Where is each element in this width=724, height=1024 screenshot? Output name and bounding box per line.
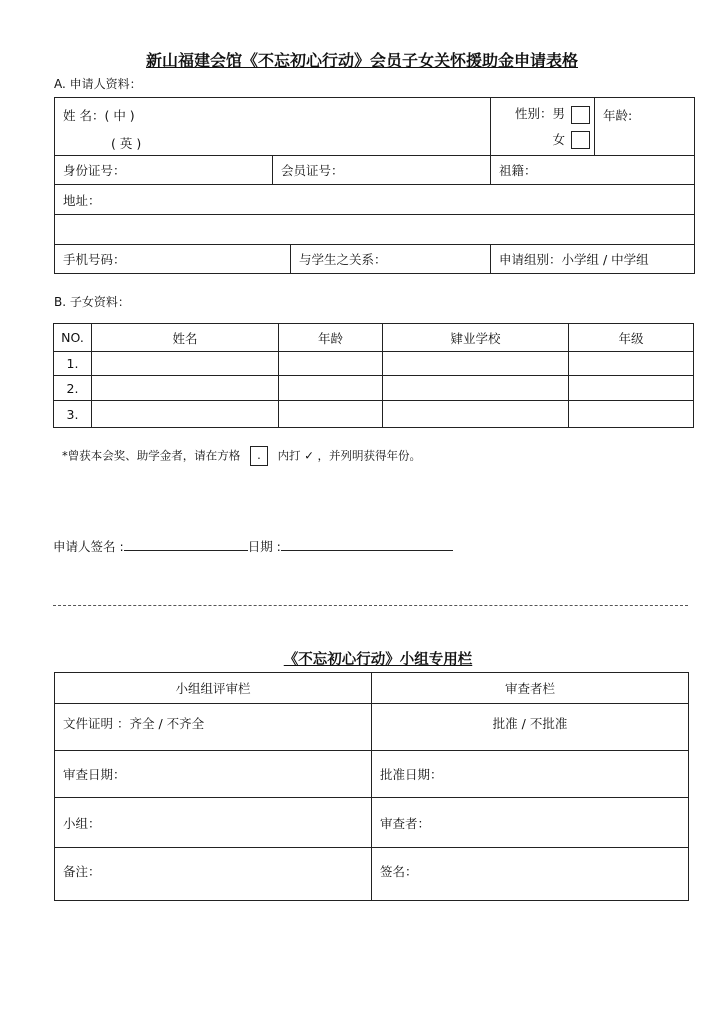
child-grade-cell[interactable] [569,401,694,428]
applicant-signature-field[interactable] [124,538,248,551]
relation-label: 与学生之关系： [299,252,387,267]
documents-label: 文件证明 ：齐全 / 不齐全 [63,716,205,731]
member-no-label: 会员证号： [281,163,344,178]
section-b-label: B. 子女资料： [54,295,130,309]
row-number: 2. [54,376,92,401]
sign-label: 签名： [380,864,418,879]
remarks-label: 备注： [63,864,101,879]
approve-date-label: 批准日期： [380,767,443,782]
header-school: 肄业学校 [383,324,569,352]
signature-line [53,537,453,555]
remarks-field[interactable] [55,848,372,901]
cut-line-divider [53,605,688,606]
child-school-cell[interactable] [383,352,569,376]
age-field[interactable] [595,98,695,156]
member-no-field[interactable] [273,156,491,185]
child-school-cell[interactable] [383,376,569,401]
child-age-cell[interactable] [279,352,383,376]
applicant-table [54,97,695,274]
sample-checkbox: . [250,446,268,466]
note-text-before: *曾获本会奖、助学金者，请在方格 [62,448,241,463]
male-checkbox[interactable] [571,106,590,124]
child-name-cell[interactable] [92,376,279,401]
child-age-cell[interactable] [279,401,383,428]
group-label: 申请组别：小学组 / 中学组 [499,252,649,267]
applicant-signature-label: 申请人签名 : [53,539,124,554]
ic-label: 身份证号： [63,163,126,178]
row-number: 1. [54,352,92,376]
child-age-cell[interactable] [279,376,383,401]
address-line-2[interactable] [55,215,695,245]
reviewer-label: 审查者： [380,816,431,831]
review-date-label: 审查日期： [63,767,126,782]
group-review-header: 小组组评审栏 [55,673,372,704]
ancestry-label: 祖籍： [499,163,537,178]
date-label: 日期 : [247,539,281,554]
name-cn-label: 姓 名：( 中 ) [63,108,135,123]
child-name-cell[interactable] [92,352,279,376]
section-a-label: A. 申请人资料： [54,77,142,91]
female-checkbox[interactable] [571,131,590,149]
committee-title: 《不忘初心行动》小组专用栏 [283,652,473,668]
header-grade: 年级 [569,324,694,352]
phone-label: 手机号码： [63,252,126,267]
ic-field[interactable] [55,156,273,185]
name-en-label: ( 英 ) [111,136,142,151]
child-grade-cell[interactable] [569,352,694,376]
reviewer-field[interactable] [372,798,689,848]
address-label: 地址： [63,192,101,208]
name-field[interactable] [55,98,491,156]
note-text-after: 内打 ✓ ，并列明获得年份。 [277,448,422,463]
relation-field[interactable] [291,245,491,274]
child-name-cell[interactable] [92,401,279,428]
gender-field [491,98,595,156]
approval-label: 批准 / 不批准 [492,716,568,731]
table-row [54,401,694,428]
form-title: 新山福建会馆《不忘初心行动》会员子女关怀援助金申请表格 [145,51,578,70]
review-date-field[interactable] [55,751,372,798]
award-note [62,446,421,466]
age-label: 年龄: [603,108,633,123]
documents-field[interactable] [55,704,372,751]
header-age: 年龄 [279,324,383,352]
child-grade-cell[interactable] [569,376,694,401]
reviewer-header: 审查者栏 [372,673,689,704]
header-name: 姓名 [92,324,279,352]
gender-male-label: 性别：男 [514,106,565,121]
approval-field[interactable] [372,704,689,751]
group-name-label: 小组： [63,816,101,831]
header-no: NO. [54,324,92,352]
gender-female-label: 女 [552,131,565,147]
phone-field[interactable] [55,245,291,274]
row-number: 3. [54,401,92,428]
approve-date-field[interactable] [372,751,689,798]
child-school-cell[interactable] [383,401,569,428]
sign-field[interactable] [372,848,689,901]
group-name-field[interactable] [55,798,372,848]
address-field[interactable] [55,185,695,215]
date-field[interactable] [281,538,453,551]
committee-table [54,672,689,901]
group-field[interactable] [491,245,695,274]
children-table [53,323,694,428]
table-row [54,352,694,376]
table-row [54,376,694,401]
ancestry-field[interactable] [491,156,695,185]
